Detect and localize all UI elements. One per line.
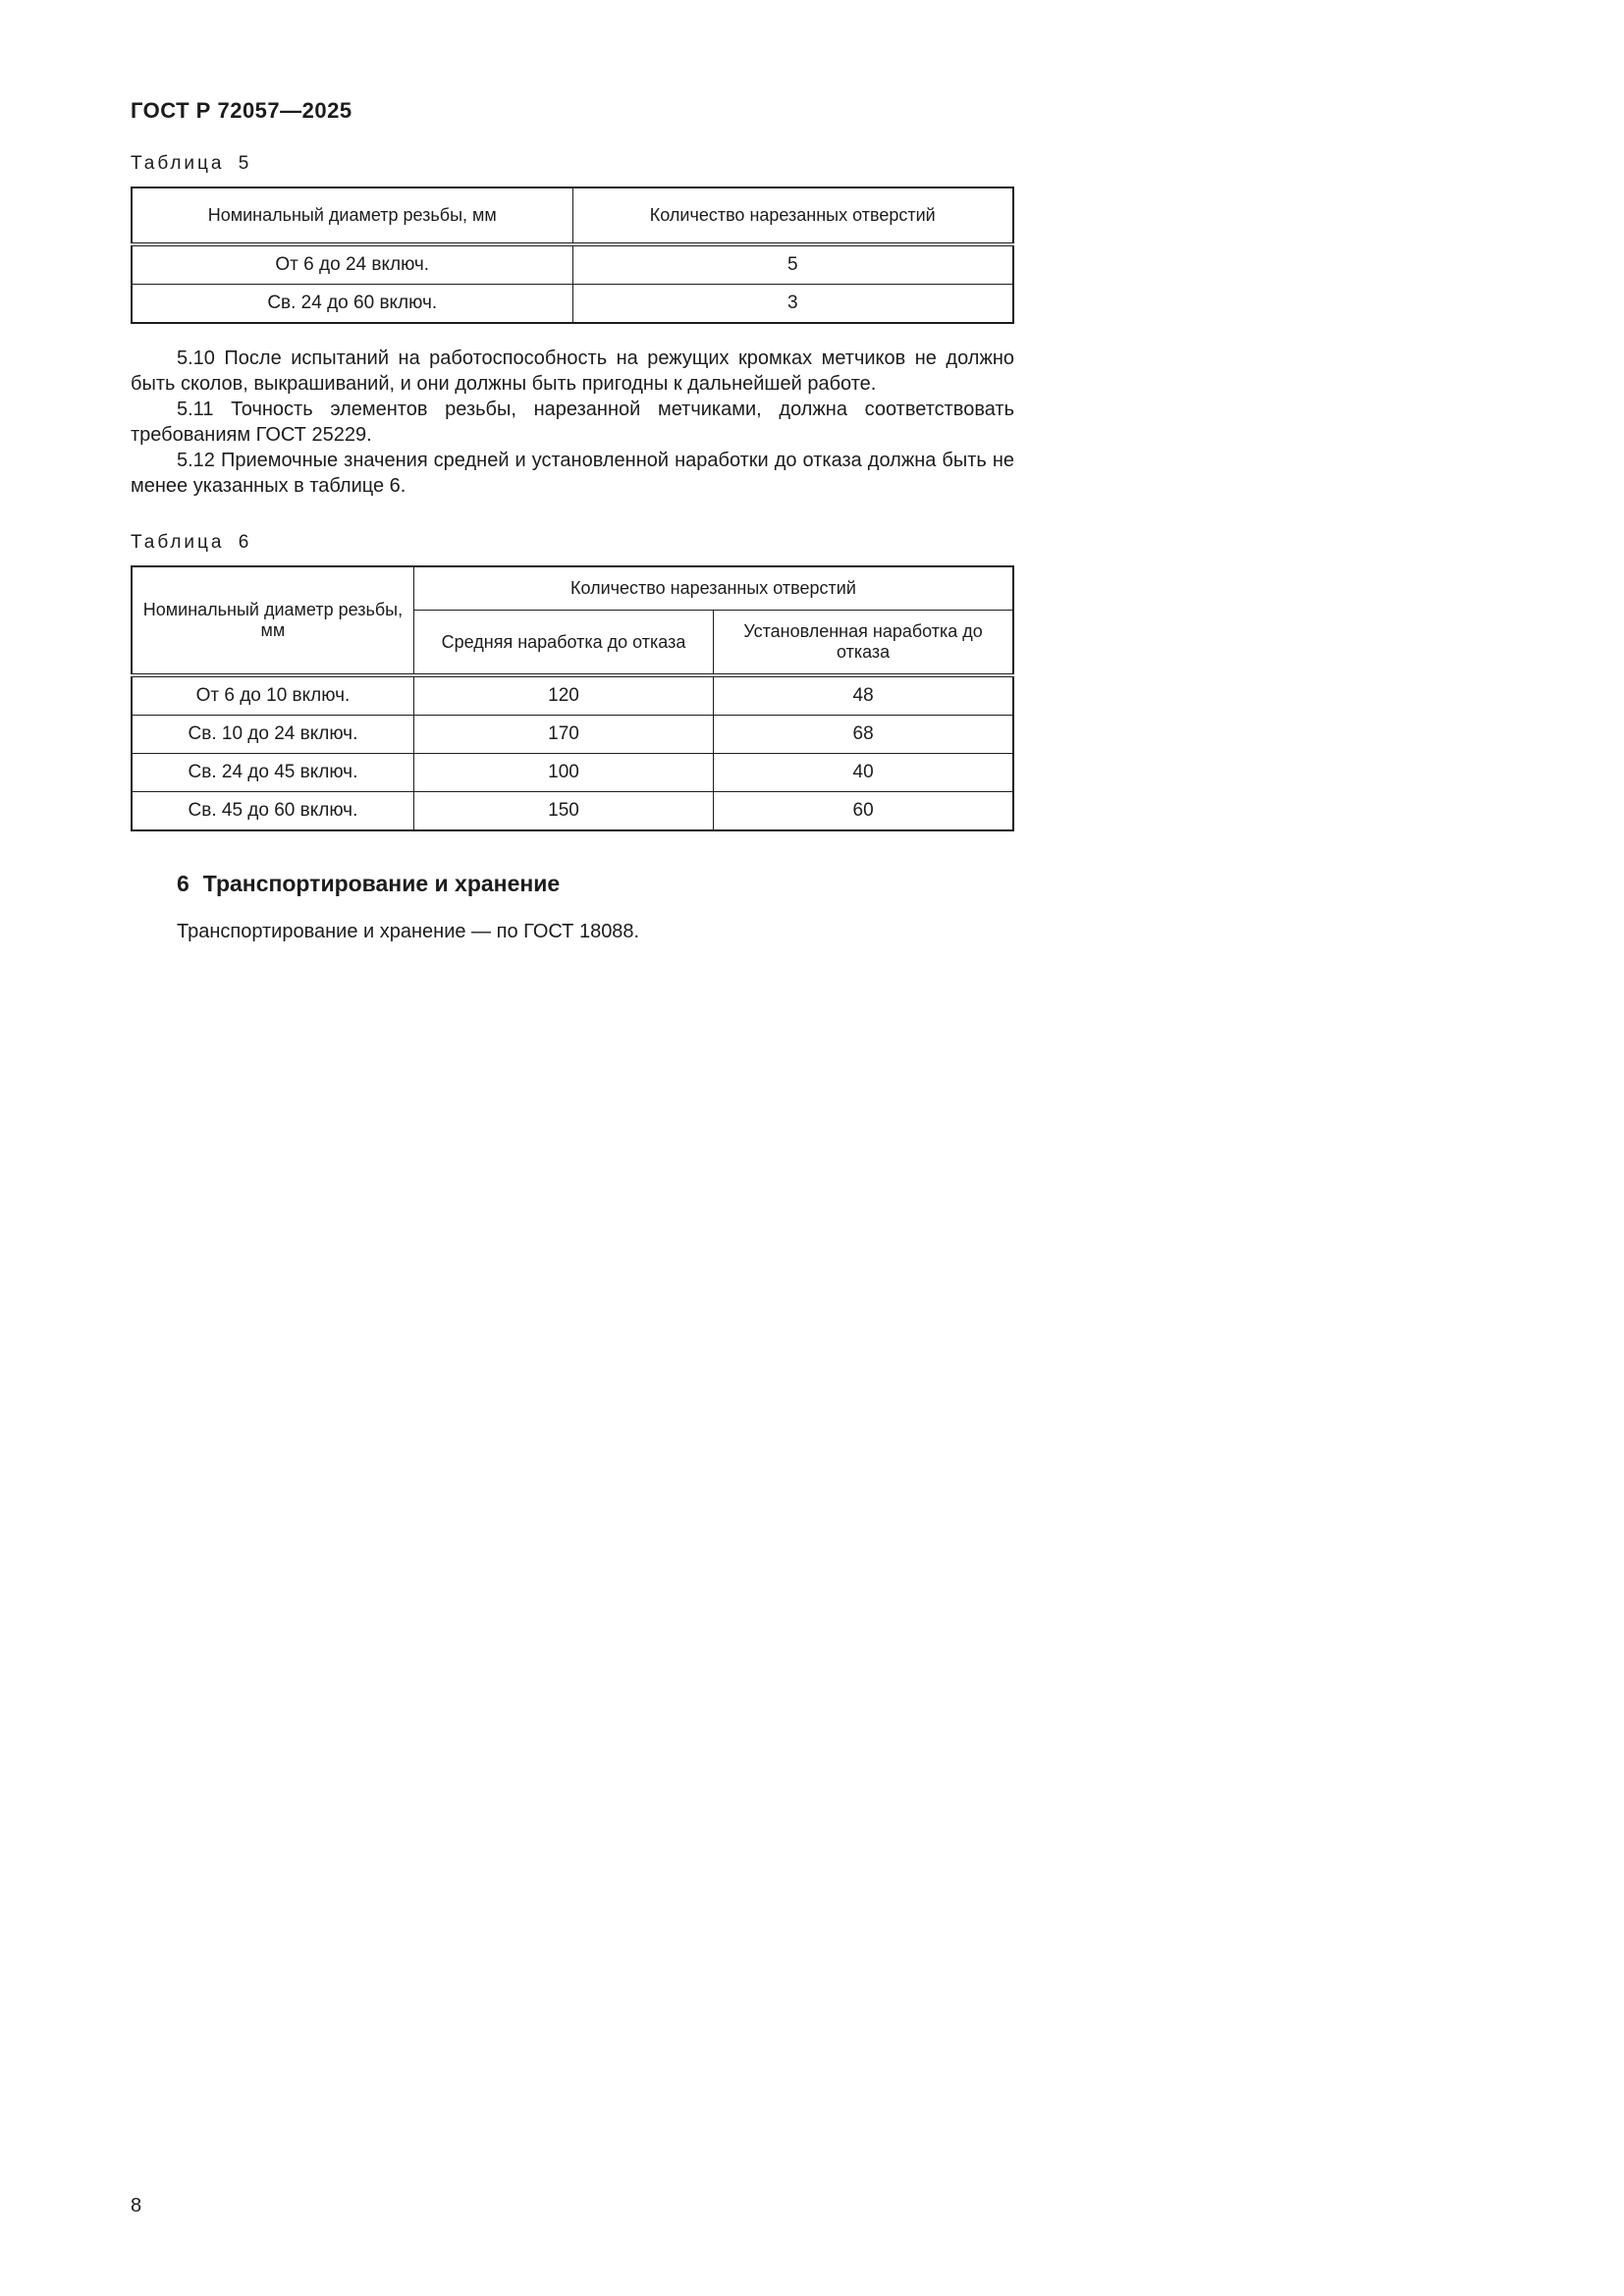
table-cell: Св. 10 до 24 включ. <box>132 716 413 754</box>
table-cell: 48 <box>714 675 1013 716</box>
table-cell: 100 <box>413 754 713 792</box>
body-paragraphs <box>131 346 1014 499</box>
table6-caption: Таблица 6 <box>131 532 252 553</box>
paragraph-5-11: 5.11 Точность элементов резьбы, нарезанной метчиками, должна соответствовать требованиям ГОСТ 25229. <box>131 399 1014 446</box>
paragraph-5-10: 5.10 После испытаний на работоспособность на режущих кромках метчиков не должно быть сколов, выкрашиваний, и они должны быть пригодны к дальнейшей работе. <box>131 347 1014 395</box>
table-cell: 120 <box>413 675 713 716</box>
table-cell: От 6 до 10 включ. <box>132 675 413 716</box>
table6-header-row-1 <box>132 566 1013 611</box>
column-header: Номинальный диаметр резьбы, мм <box>132 566 413 675</box>
table5 <box>131 187 1014 324</box>
table-cell: Св. 24 до 45 включ. <box>132 754 413 792</box>
table-row <box>132 754 1013 792</box>
content-area <box>131 98 1014 964</box>
table-row <box>132 244 1013 285</box>
table-cell: 60 <box>714 792 1013 831</box>
table-row <box>132 792 1013 831</box>
table-row <box>132 675 1013 716</box>
table-cell: 150 <box>413 792 713 831</box>
column-header: Установленная наработка до отказа <box>714 611 1013 676</box>
section-6-heading <box>177 871 1014 897</box>
section-6-body: Транспортирование и хранение — по ГОСТ 18088. <box>177 921 640 942</box>
document-title: ГОСТ Р 72057—2025 <box>131 98 352 123</box>
column-header: Средняя наработка до отказа <box>413 611 713 676</box>
table-cell: От 6 до 24 включ. <box>132 244 572 285</box>
section-title: Транспортирование и хранение <box>202 871 561 896</box>
table-cell: 68 <box>714 716 1013 754</box>
page-number: 8 <box>131 2195 142 2216</box>
table-cell: 3 <box>572 285 1013 324</box>
table-cell: Св. 24 до 60 включ. <box>132 285 572 324</box>
table-cell: Св. 45 до 60 включ. <box>132 792 413 831</box>
table-cell: 170 <box>413 716 713 754</box>
table-row <box>132 285 1013 324</box>
column-header: Количество нарезанных отверстий <box>572 187 1013 244</box>
table5-caption: Таблица 5 <box>131 153 252 174</box>
column-header: Номинальный диаметр резьбы, мм <box>132 187 572 244</box>
table-cell: 40 <box>714 754 1013 792</box>
table-cell: 5 <box>572 244 1013 285</box>
table6 <box>131 565 1014 831</box>
column-group-header: Количество нарезанных отверстий <box>413 566 1013 611</box>
table5-header-row <box>132 187 1013 244</box>
paragraph-5-12: 5.12 Приемочные значения средней и установленной наработки до отказа должна быть не менее указанных в таблице 6. <box>131 450 1014 497</box>
section-number: 6 <box>177 871 189 896</box>
table-row <box>132 716 1013 754</box>
